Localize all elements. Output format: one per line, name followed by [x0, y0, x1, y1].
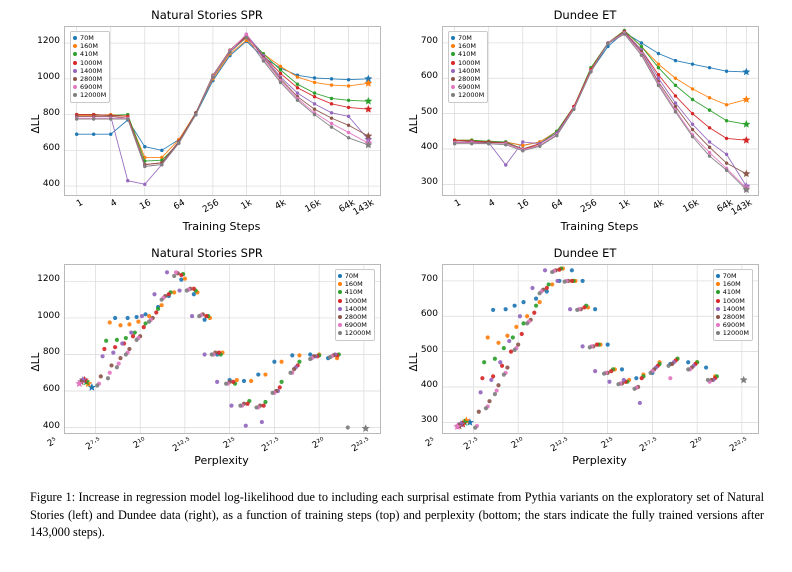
- x-tick-label: 64: [171, 198, 187, 213]
- y-tick-label: 300: [420, 415, 438, 426]
- x-tick-label: 2⁵: [45, 436, 59, 450]
- x-axis-label-top-left: Training Steps: [182, 220, 261, 233]
- legend-item-label: 2800M: [458, 74, 481, 83]
- legend-color-dot: [338, 315, 342, 319]
- legend-item: [716, 305, 749, 313]
- legend-item: [73, 75, 106, 83]
- y-tick-label: 1000: [37, 310, 60, 321]
- legend-color-dot: [338, 282, 342, 286]
- y-tick-label: 1200: [37, 36, 60, 47]
- legend-item: [73, 50, 106, 58]
- legend-item-label: 2800M: [80, 74, 103, 83]
- legend-item: [338, 329, 371, 337]
- legend-color-dot: [716, 315, 720, 319]
- legend-item-label: 12000M: [722, 329, 749, 338]
- x-tick-label: 64: [549, 198, 565, 213]
- legend-color-dot: [338, 331, 342, 335]
- legend-item: [451, 50, 484, 58]
- legend-item-label: 70M: [458, 34, 472, 42]
- legend-color-dot: [73, 77, 77, 81]
- legend-item: [73, 42, 106, 50]
- legend-item: [451, 59, 484, 67]
- legend-item-label: 70M: [344, 272, 359, 280]
- legend-color-dot: [338, 307, 342, 311]
- legend-item: [338, 288, 371, 296]
- x-axis-label-bottom-left: Perplexity: [194, 454, 249, 467]
- legend-item: [73, 34, 106, 42]
- x-tick-label: 2¹⁷·⁵: [260, 436, 283, 455]
- y-tick-label: 400: [420, 380, 438, 391]
- x-tick-label: 2¹⁰: [509, 436, 527, 452]
- legend-item-label: 2800M: [344, 312, 367, 321]
- legend-color-dot: [451, 36, 455, 40]
- legend-item: [73, 91, 106, 99]
- chart-panel-bottom-right: [400, 246, 770, 474]
- legend-color-dot: [73, 93, 77, 97]
- plot-area-bottom-right: [442, 264, 759, 434]
- legend-color-dot: [451, 85, 455, 89]
- legend-item: [338, 313, 371, 321]
- legend-item: [451, 42, 484, 50]
- y-tick-label: 500: [420, 344, 438, 355]
- legend-item-label: 160M: [80, 42, 99, 51]
- x-tick-label: 4: [486, 198, 497, 210]
- chart-canvas: [65, 27, 380, 195]
- y-tick-label: 600: [42, 143, 60, 154]
- legend-item-label: 160M: [458, 42, 477, 51]
- legend-color-dot: [338, 323, 342, 327]
- legend-color-dot: [716, 282, 720, 286]
- legend-item-label: 12000M: [344, 329, 371, 338]
- x-tick-label: 16: [515, 198, 531, 213]
- legend-color-dot: [716, 299, 720, 303]
- x-tick-label: 2¹²·⁵: [549, 436, 571, 455]
- chart-title-top-left: Natural Stories SPR: [151, 8, 263, 22]
- x-tick-label: 1: [452, 198, 463, 210]
- legend-color-dot: [338, 274, 342, 278]
- x-tick-label: 4k: [651, 198, 667, 213]
- legend-item-label: 6900M: [458, 83, 481, 92]
- x-tick-label: 64k: [715, 198, 735, 215]
- legend-item-label: 410M: [458, 50, 477, 59]
- legend-color-dot: [73, 85, 77, 89]
- legend-item: [716, 321, 749, 329]
- chart-title-bottom-left: Natural Stories SPR: [151, 246, 263, 260]
- legend-item: [338, 280, 371, 288]
- x-tick-label: 1k: [239, 198, 255, 213]
- legend-item: [73, 83, 106, 91]
- plot-area-top-left: [64, 26, 381, 196]
- legend-item: [73, 59, 106, 67]
- legend-color-dot: [716, 323, 720, 327]
- legend-item-label: 1000M: [344, 296, 367, 305]
- x-tick-label: 143k: [729, 198, 755, 218]
- chart-title-bottom-right: Dundee ET: [553, 246, 617, 260]
- chart-title-top-right: Dundee ET: [553, 8, 617, 22]
- legend-color-dot: [451, 61, 455, 65]
- legend-item-label: 1000M: [722, 296, 745, 305]
- legend-item-label: 1400M: [344, 304, 367, 313]
- x-tick-label: 16: [137, 198, 153, 213]
- x-tick-label: 2²⁰: [688, 436, 706, 452]
- y-tick-label: 600: [42, 384, 60, 394]
- legend-item: [716, 280, 749, 288]
- x-tick-label: 4: [108, 198, 119, 210]
- legend-color-dot: [716, 307, 720, 311]
- legend-item-label: 1000M: [80, 58, 103, 67]
- y-tick-label: 600: [420, 309, 438, 320]
- legend-item: [716, 313, 749, 321]
- legend-color-dot: [73, 69, 77, 73]
- y-tick-label: 700: [420, 273, 438, 284]
- x-tick-label: 2⁷·⁵: [462, 436, 482, 453]
- y-tick-label: 1000: [37, 71, 60, 82]
- y-axis-label-bottom-left: ΔLL: [30, 352, 42, 372]
- legend-item-label: 410M: [80, 50, 99, 59]
- figure-caption: Figure 1: Increase in regression model log-likelihood due to including each surprisal estimate from Pythia variants on the exploratory set of Natural Stories (left) and Dundee data (right), as a function of training steps (top) and perplexity (bottom; the stars indicate the fully trained versions after 143,000 steps).: [30, 490, 764, 539]
- legend-color-dot: [451, 44, 455, 48]
- y-tick-label: 400: [42, 420, 60, 431]
- y-tick-label: 300: [420, 177, 438, 188]
- legend-item-label: 1400M: [722, 304, 745, 313]
- x-tick-label: 2¹⁷·⁵: [638, 436, 661, 455]
- x-tick-label: 2²²·⁵: [350, 436, 372, 455]
- x-tick-label: 16k: [681, 198, 701, 215]
- legend-item-label: 2800M: [722, 312, 745, 321]
- legend-item-label: 12000M: [458, 91, 485, 100]
- chart-panel-bottom-left: [22, 246, 392, 474]
- legend-item: [451, 75, 484, 83]
- legend-color-dot: [73, 61, 77, 65]
- legend-color-dot: [716, 331, 720, 335]
- x-tick-label: 1: [74, 198, 85, 210]
- legend-item-label: 6900M: [722, 321, 745, 330]
- chart-canvas: [443, 265, 758, 433]
- legend-item: [338, 305, 371, 313]
- chart-panel-top-right: [400, 8, 770, 236]
- legend-item-label: 160M: [344, 280, 363, 289]
- x-tick-label: 4k: [273, 198, 289, 213]
- y-axis-label-top-right: ΔLL: [408, 114, 420, 134]
- x-tick-label: 2¹⁵: [221, 436, 238, 452]
- legend-color-dot: [451, 93, 455, 97]
- legend-item-label: 12000M: [80, 91, 107, 100]
- legend-item-label: 160M: [722, 280, 741, 289]
- x-tick-label: 256: [579, 198, 599, 216]
- x-tick-label: 2¹⁰: [131, 436, 149, 452]
- legend-item: [451, 91, 484, 99]
- x-tick-label: 256: [201, 198, 221, 216]
- legend-color-dot: [338, 290, 342, 294]
- legend-item-label: 1000M: [458, 58, 481, 67]
- legend-item-label: 1400M: [458, 66, 481, 75]
- chart-canvas: [443, 27, 758, 195]
- legend-item: [451, 67, 484, 75]
- legend-color-dot: [716, 290, 720, 294]
- legend-item: [451, 83, 484, 91]
- legend-color-dot: [73, 36, 77, 40]
- legend-color-dot: [338, 299, 342, 303]
- legend-color-dot: [716, 274, 720, 278]
- chart-panel-top-left: [22, 8, 392, 236]
- legend-item: [716, 272, 749, 280]
- x-axis-label-bottom-right: Perplexity: [572, 454, 627, 467]
- legend-item: [451, 34, 484, 42]
- legend-color-dot: [451, 69, 455, 73]
- y-tick-label: 400: [42, 179, 60, 190]
- figure-grid: [22, 8, 772, 478]
- y-tick-label: 500: [420, 106, 438, 117]
- legend-item: [338, 321, 371, 329]
- x-tick-label: 2¹⁵: [599, 436, 616, 452]
- legend-color-dot: [73, 44, 77, 48]
- legend-item: [338, 297, 371, 305]
- chart-canvas: [65, 265, 380, 433]
- y-tick-label: 400: [420, 142, 438, 153]
- legend-item-label: 6900M: [80, 83, 103, 92]
- legend-item-label: 1400M: [80, 66, 103, 75]
- legend-color-dot: [73, 52, 77, 56]
- y-axis-label-top-left: ΔLL: [30, 114, 42, 134]
- legend: [335, 269, 375, 341]
- legend-color-dot: [451, 52, 455, 56]
- legend-color-dot: [451, 77, 455, 81]
- plot-area-top-right: [442, 26, 759, 196]
- x-tick-label: 16k: [303, 198, 323, 215]
- y-tick-label: 700: [420, 35, 438, 46]
- y-axis-label-bottom-right: ΔLL: [408, 352, 420, 372]
- legend-item-label: 410M: [344, 288, 363, 297]
- x-tick-label: 64k: [337, 198, 357, 215]
- legend: [448, 31, 488, 103]
- x-tick-label: 2⁵: [423, 436, 437, 450]
- x-tick-label: 1k: [617, 198, 633, 213]
- x-tick-label: 2²⁰: [310, 436, 328, 452]
- legend-item-label: 6900M: [344, 321, 367, 330]
- x-tick-label: 143k: [351, 198, 377, 218]
- legend-item: [338, 272, 371, 280]
- legend-item-label: 410M: [722, 288, 741, 297]
- x-tick-label: 2⁷·⁵: [84, 436, 104, 453]
- y-tick-label: 1200: [37, 274, 60, 285]
- x-tick-label: 2¹²·⁵: [171, 436, 193, 455]
- legend: [70, 31, 110, 103]
- y-tick-label: 800: [42, 347, 60, 358]
- y-tick-label: 600: [420, 71, 438, 82]
- legend-item: [73, 67, 106, 75]
- x-tick-label: 2²²·⁵: [728, 436, 750, 455]
- x-axis-label-top-right: Training Steps: [560, 220, 639, 233]
- y-tick-label: 800: [42, 107, 60, 118]
- legend-item: [716, 297, 749, 305]
- legend-item: [716, 329, 749, 337]
- plot-area-bottom-left: [64, 264, 381, 434]
- legend-item-label: 70M: [80, 34, 94, 42]
- legend: [713, 269, 753, 341]
- legend-item-label: 70M: [722, 272, 737, 280]
- legend-item: [716, 288, 749, 296]
